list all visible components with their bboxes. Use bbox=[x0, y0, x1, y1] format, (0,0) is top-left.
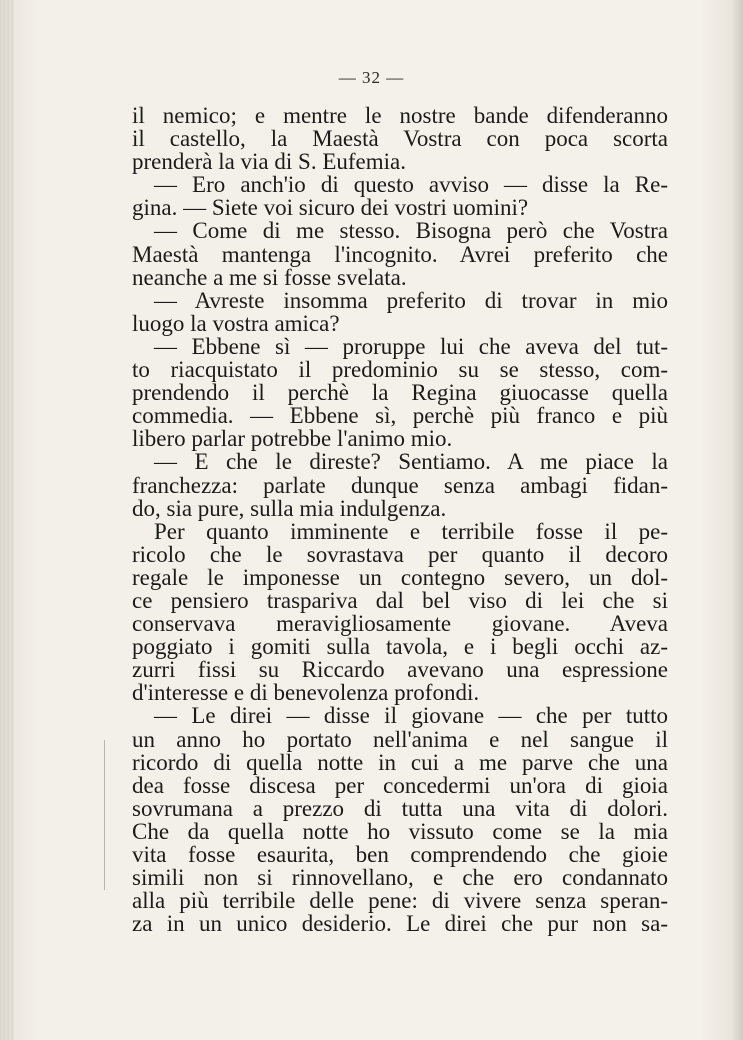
binding-edge bbox=[0, 0, 14, 1040]
text-line: luogo la vostra amica? bbox=[132, 310, 340, 336]
text-line: Che da quella notte ho vissuto come se la mia bbox=[132, 818, 668, 844]
text-line: za in un unico desiderio. Le direi che pur non sa- bbox=[132, 911, 668, 937]
text-line: — Come di me stesso. Bisogna però che Vostra bbox=[154, 218, 668, 244]
text-line: ce pensiero traspariva dal bel viso di lei che si bbox=[132, 587, 668, 613]
text-line: zurri fissi su Riccardo avevano una espressione bbox=[132, 657, 668, 683]
text-line: conservava meravigliosamente giovane. Aveva bbox=[132, 611, 668, 637]
text-line: un anno ho portato nell'anima e nel sangue il bbox=[132, 726, 668, 752]
text-line: Per quanto imminente e terribile fosse il pe- bbox=[154, 518, 668, 544]
page-edge-shadow bbox=[731, 0, 743, 1040]
text-line: Maestà mantenga l'incognito. Avrei preferito che bbox=[132, 241, 668, 267]
text-line: prendendo il perchè la Regina giuocasse quella bbox=[132, 380, 668, 406]
text-line: vita fosse esaurita, ben comprendendo che gioie bbox=[132, 842, 668, 867]
text-line: regale le imponesse un contegno severo, un dol- bbox=[132, 564, 668, 590]
text-line: gina. — Siete voi sicuro dei vostri uomini? bbox=[132, 195, 529, 221]
text-line: il nemico; e mentre le nostre bande difenderanno bbox=[132, 103, 668, 128]
text-line: simili non si rinnovellano, e che ero condannato bbox=[132, 865, 668, 891]
text-line: ricordo di quella notte in cui a me parve che una bbox=[132, 749, 668, 775]
text-line: — Ebbene sì — proruppe lui che aveva del tut- bbox=[154, 333, 668, 359]
text-line: to riacquistato il predominio su se stesso, com- bbox=[132, 357, 668, 383]
text-line: franchezza: parlate dunque senza ambagi fidan- bbox=[132, 472, 668, 498]
text-line: alla più terribile delle pene: di vivere senza speran- bbox=[132, 888, 668, 914]
text-line: libero parlar potrebbe l'animo mio. bbox=[132, 426, 453, 452]
text-line: commedia. — Ebbene sì, perchè più franco e più bbox=[132, 403, 668, 429]
text-line: — Avreste insomma preferito di trovar in mio bbox=[154, 287, 668, 313]
text-line: sovrumana a prezzo di tutta una vita di dolori. bbox=[132, 795, 668, 821]
text-line: do, sia pure, sulla mia indulgenza. bbox=[132, 495, 447, 521]
text-line: dea fosse discesa per concedermi un'ora di gioia bbox=[132, 772, 668, 798]
text-line: poggiato i gomiti sulla tavola, e i begli occhi az- bbox=[132, 634, 668, 660]
text-line: neanche a me si fosse svelata. bbox=[132, 264, 407, 290]
text-line: — E che le direste? Sentiamo. A me piace la bbox=[154, 449, 668, 475]
text-line: ricolo che le sovrastava per quanto il decoro bbox=[132, 541, 668, 567]
margin-pencil-mark bbox=[104, 740, 105, 890]
page-number: — 32 — bbox=[338, 68, 405, 87]
body-text bbox=[132, 104, 668, 935]
text-line: — Ero anch'io di questo avviso — disse la Re- bbox=[154, 172, 668, 198]
text-line: — Le direi — disse il giovane — che per tutto bbox=[154, 703, 668, 729]
text-line: d'interesse e di benevolenza profondi. bbox=[132, 680, 480, 706]
text-line: il castello, la Maestà Vostra con poca scorta bbox=[132, 126, 668, 152]
text-line: prenderà la via di S. Eufemia. bbox=[132, 149, 406, 175]
